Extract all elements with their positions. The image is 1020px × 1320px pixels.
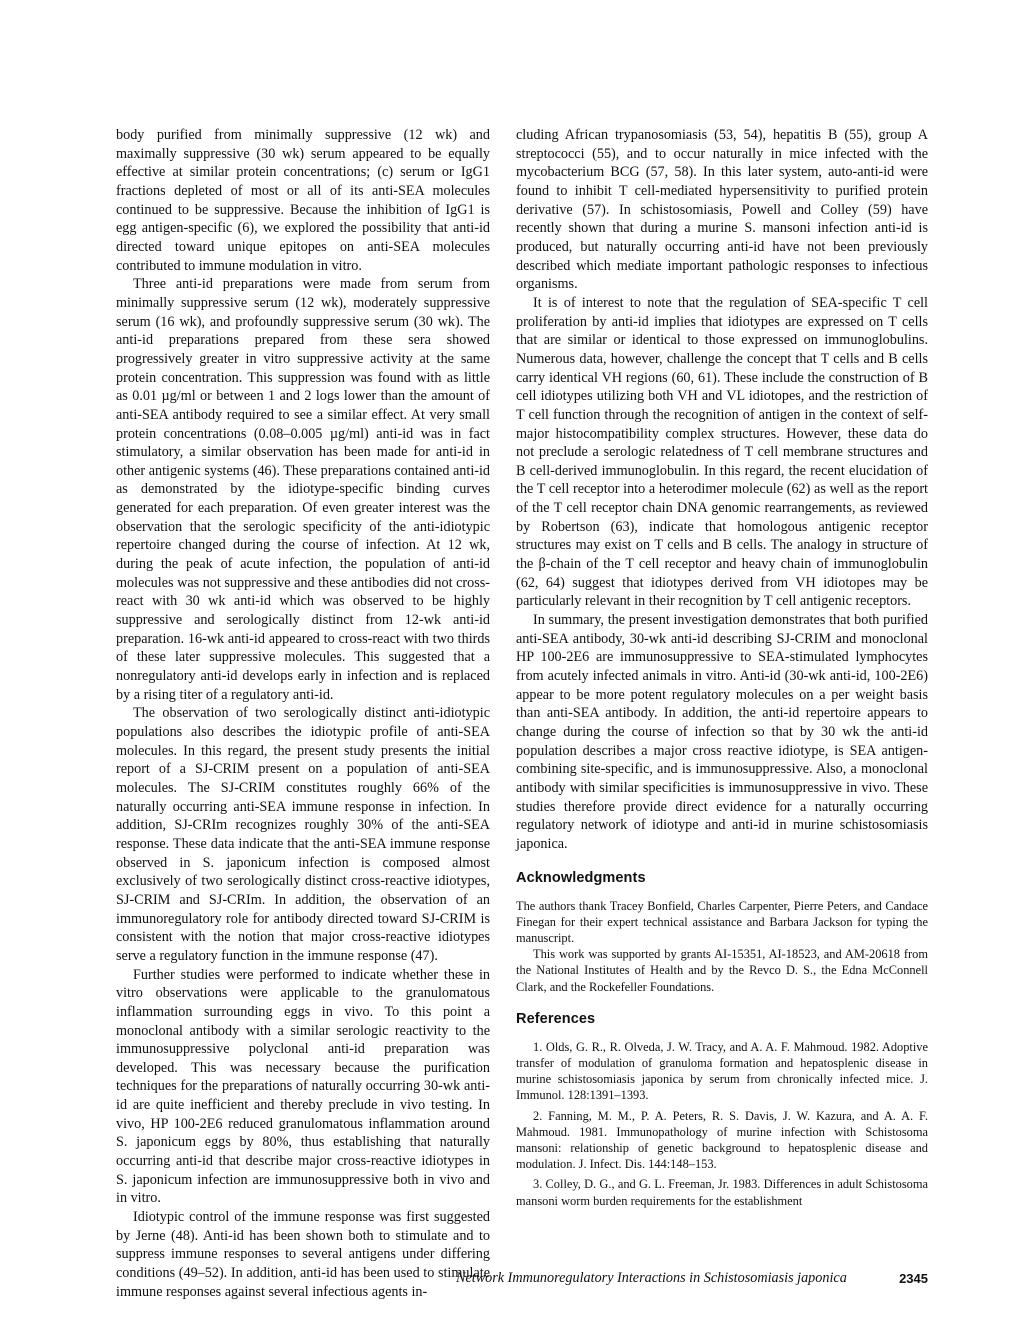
left-column [116,126,490,1301]
acknowledgments-heading: Acknowledgments [516,869,646,886]
right-column [516,126,928,1213]
paragraph-7: It is of interest to note that the regulation of SEA-specific T cell proliferation by anti-id implies that idiotypes are expressed on T cells that are similar or identical to those expressed on immunoglobulins. Numerous data, however, challenge the concept that T cells and B cells carry identical VH regions (60, 61). These include the construction of B cell idiotypes utilizing both VH and VL idiotopes, and the restriction of T cell function through the recognition of antigen in the context of self-major histocompatibility complex structures. However, these data do not preclude a serologic relatedness of T cell membrane structures and B cell-derived immunoglobulin. In this regard, the recent elucidation of the T cell receptor into a heterodimer molecule (62) as well as the report of the T cell receptor chain DNA genomic rearrangements, as reviewed by Robertson (63), indicate that homologous antigenic receptor structures may exist on T cells and B cells. The analogy in structure of the β-chain of the T cell receptor and heavy chain of immunoglobulin (62, 64) suggest that idiotypes derived from VH idiotopes may be particularly relevant in their recognition by T cell antigenic receptors. [516,294,928,610]
references-heading: References [516,1010,596,1027]
reference-item: 3. Colley, D. G., and G. L. Freeman, Jr. 1983. Differences in adult Schistosoma mansoni worm burden requirements for the establishment [516,1177,928,1208]
page-number: 2345 [899,1271,928,1286]
paragraph-5: Idiotypic control of the immune response was first suggested by Jerne (48). Anti-id has been shown both to stimulate and to suppress immune responses to several antigens under differing conditions (49–52). In addition, anti-id has been used to stimulate immune responses against several infectious agents in- [116,1209,490,1300]
paragraph-2: Three anti-id preparations were made from serum from minimally suppressive serum (12 wk), moderately suppressive serum (16 wk), and profoundly suppressive serum (30 wk). The anti-id preparations prepared from these sera showed progressively greater in vitro suppressive activity at the same protein concentration. This suppression was found with as little as 0.01 µg/ml or between 1 and 2 logs lower than the amount of anti-SEA antibody required to see a similar effect. At very small protein concentrations (0.08–0.005 µg/ml) anti-id was in fact stimulatory, a similar observation has been made for anti-id in other antigenic systems (46). These preparations contained anti-id as demonstrated by the idiotype-specific binding curves generated for each preparation. Of even greater interest was the observation that the serologic specificity of the anti-idiotypic repertoire changed during the course of infection. At 12 wk, during the peak of acute infection, the population of anti-id molecules was not suppressive and these antibodies did not cross-react with 30 wk anti-id which was observed to be highly suppressive and serologically distinct from 12-wk anti-id preparation. 16-wk anti-id appeared to cross-react with two thirds of these later suppressive molecules. This suggested that a nonregulatory anti-id develops early in infection and is replaced by a rising titer of a regulatory anti-id. [116,276,491,703]
paragraph-8: In summary, the present investigation demonstrates that both purified anti-SEA antibody, 30-wk anti-id describing SJ-CRIM and monoclonal HP 100-2E6 are immunosuppressive to SEA-stimulated lymphocytes from acutely infected animals in vitro. Anti-id (30-wk anti-id, 100-2E6) appear to be more potent regulatory molecules on a per weight basis than anti-SEA antibody. In addition, the anti-id repertoire appears to change during the course of infection so that by 30 wk the anti-id population describes a major cross reactive idiotype, is SEA antigen-combining site-specific, and is immunosuppressive. Also, a monoclonal antibody with similar specificities is immunosuppressive in vivo. These studies therefore provide direct evidence for a naturally occurring regulatory network of idiotype and anti-id in murine schistosomiasis japonica. [516,612,928,852]
paragraph-3: The observation of two serologically distinct anti-idiotypic populations also describes the idiotypic profile of anti-SEA molecules. In this regard, the present study presents the initial report of a SJ-CRIM present on a population of anti-SEA molecules. The SJ-CRIM constitutes roughly 66% of the naturally occurring anti-SEA immune response in infection. In addition, SJ-CRIm recognizes roughly 30% of the anti-SEA response. These data indicate that the anti-SEA immune response observed in S. japonicum infection is composed almost exclusively of two serologically distinct cross-reactive idiotypes, SJ-CRIM and SJ-CRIm. In addition, the observation of an immunoregulatory role for antibody directed toward SJ-CRIM is consistent with the notion that major cross-reactive idiotypes serve a regulatory function in the immune response (47). [116,705,490,964]
reference-item: 2. Fanning, M. M., P. A. Peters, R. S. Davis, J. W. Kazura, and A. A. F. Mahmoud. 1981. Immunopathology of murine infection with Schistosoma mansoni: relationship of genetic background to hepatosplenic disease and modulation. J. Infect. Dis. 144:148–153. [516,1108,928,1172]
running-title: Network Immunoregulatory Interactions in Schistosomiasis japonica [456,1270,847,1286]
reference-item: 1. Olds, G. R., R. Olveda, J. W. Tracy, and A. A. F. Mahmoud. 1982. Adoptive transfer of modulation of granuloma formation and hepatosplenic disease in murine schistosomiasis japonica by serum from chronically infected mice. J. Immunol. 128:1391–1393. [516,1039,928,1103]
paragraph-1: body purified from minimally suppressive (12 wk) and maximally suppressive (30 wk) serum appeared to be equally effective at similar protein concentrations; (c) serum or IgG1 fractions depleted of most or all of its anti-SEA molecules continued to be suppressive. Because the inhibition of IgG1 is egg antigen-specific (6), we explored the possibility that anti-id directed toward unique epitopes on anti-SEA molecules contributed to immune modulation in vitro. [116,127,490,274]
paragraph-4: Further studies were performed to indicate whether these in vitro observations were applicable to the granulomatous inflammation surrounding eggs in vivo. To this point a monoclonal antibody with a similar serologic reactivity to the immunosuppressive polyclonal anti-id preparation was developed. This was necessary because the purification techniques for the preparations of naturally occurring 30-wk anti-id are quite inefficient and thereby preclude in vivo testing. In vivo, HP 100-2E6 reduced granulomatous inflammation around S. japonicum eggs by 80%, thus establishing that naturally occurring anti-id that describe major cross-reactive idiotypes in S. japonicum infection are immunosuppressive both in vivo and in vitro. [116,966,490,1207]
acknowledgments-text: The authors thank Tracey Bonfield, Charles Carpenter, Pierre Peters, and Candace Finegan for their expert technical assistance and Barbara Jackson for typing the manuscript. [516,898,928,945]
funding-text: This work was supported by grants AI-15351, AI-18523, and AM-20618 from the National Institutes of Health and by the Revco D. S., the Edna McConnell Clark, and the Rockefeller Foundations. [516,947,928,994]
paragraph-6: cluding African trypanosomiasis (53, 54), hepatitis B (55), group A streptococci (55), and to occur naturally in mice infected with the mycobacterium BCG (57, 58). In this later system, auto-anti-id were found to inhibit T cell-mediated hypersensitivity to purified protein derivative (57). In schistosomiasis, Powell and Colley (59) have recently shown that during a murine S. mansoni infection anti-id is produced, but naturally occurring anti-id have not been previously described which mediate important pathologic responses to infectious organisms. [516,127,928,293]
